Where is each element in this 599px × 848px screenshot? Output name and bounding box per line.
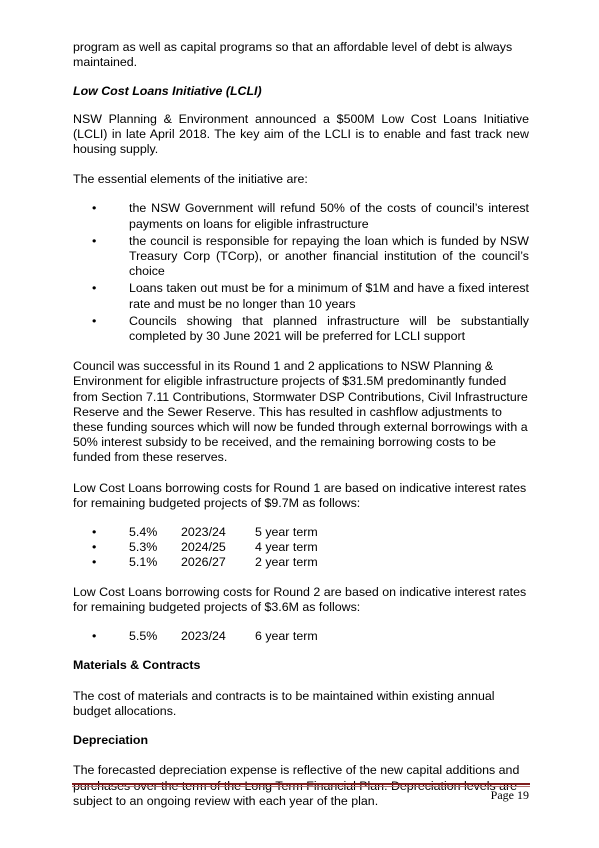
rate-value: 5.5%	[129, 629, 158, 644]
bullet-icon: •	[92, 281, 97, 296]
list-item: • Loans taken out must be for a minimum of $1M and have a fixed interest rate and must be no longer than 10 years	[92, 281, 529, 311]
rate-row	[73, 555, 529, 570]
rate-term: 5 year term	[255, 525, 318, 540]
rate-year: 2024/25	[181, 540, 226, 555]
round1-rates-list	[73, 525, 529, 570]
bullet-icon: •	[92, 629, 97, 644]
lcli-paragraph-3: Council was successful in its Round 1 and 2 applications to NSW Planning & Environment for eligible infrastructure projects of $31.5M predominantly funded from Section 7.11 Contributions, Stormwater DSP Contributions, Civil Infrastructure Reserve and the Sewer Reserve. This has resulted in cashflow adjustments to these funding sources which will now be funded through external borrowings with a 50% interest subsidy to be received, and the remaining borrowing costs to be funded from these reserves.	[73, 359, 528, 465]
round1-intro: Low Cost Loans borrowing costs for Round 1 are based on indicative interest rates for remaining budgeted projects of $9.7M as follows:	[73, 480, 527, 510]
rate-term: 2 year term	[255, 555, 318, 570]
bullet-icon: •	[92, 313, 97, 328]
rate-term: 6 year term	[255, 629, 318, 644]
bullet-icon: •	[92, 525, 97, 540]
rate-value: 5.4%	[129, 525, 158, 540]
rate-year: 2026/27	[181, 555, 226, 570]
materials-paragraph: The cost of materials and contracts is to be maintained within existing annual budget allocations.	[73, 688, 495, 718]
round2-intro: Low Cost Loans borrowing costs for Round 2 are based on indicative interest rates for remaining budgeted projects of $3.6M as follows:	[73, 585, 527, 615]
intro-paragraph: program as well as capital programs so that an affordable level of debt is always maintained.	[73, 40, 513, 70]
lcli-paragraph-2: The essential elements of the initiative are:	[73, 172, 308, 187]
depreciation-paragraph: The forecasted depreciation expense is reflective of the new capital additions and subject to an ongoing review with each year of the plan.	[73, 763, 520, 808]
lcli-paragraph-1: NSW Planning & Environment announced a $500M Low Cost Loans Initiative (LCLI) in late April 2018. The key aim of the LCLI is to enable and fast track new housing supply.	[73, 111, 529, 157]
document-page	[73, 40, 529, 809]
rate-year: 2023/24	[181, 525, 226, 540]
bullet-icon: •	[92, 540, 97, 555]
page-number: Page 19	[490, 788, 529, 802]
lcli-heading: Low Cost Loans Initiative (LCLI)	[73, 84, 262, 99]
footer-rule	[72, 783, 530, 785]
bullet-icon: •	[92, 201, 97, 216]
rate-row	[73, 525, 529, 540]
rate-row	[73, 629, 529, 644]
bullet-icon: •	[92, 555, 97, 570]
materials-heading: Materials & Contracts	[73, 658, 201, 673]
list-item: • the NSW Government will refund 50% of the costs of council’s interest payments on loans for eligible infrastructure	[92, 201, 529, 231]
rate-value: 5.1%	[129, 555, 158, 570]
footer-rule-thin	[72, 786, 530, 787]
round2-rates-list	[73, 629, 529, 644]
bullet-icon: •	[92, 233, 97, 248]
list-item: • Councils showing that planned infrastructure will be substantially completed by 30 June 2021 will be preferred for LCLI support	[92, 313, 529, 344]
rate-term: 4 year term	[255, 540, 318, 555]
rate-value: 5.3%	[129, 540, 158, 555]
rate-year: 2023/24	[181, 629, 226, 644]
lcli-elements-list	[73, 201, 529, 344]
depreciation-heading: Depreciation	[73, 733, 149, 748]
rate-row	[73, 540, 529, 555]
list-item: • the council is responsible for repaying the loan which is funded by NSW Treasury Corp (TCorp), or another financial institution of the council’s choice	[92, 233, 529, 279]
